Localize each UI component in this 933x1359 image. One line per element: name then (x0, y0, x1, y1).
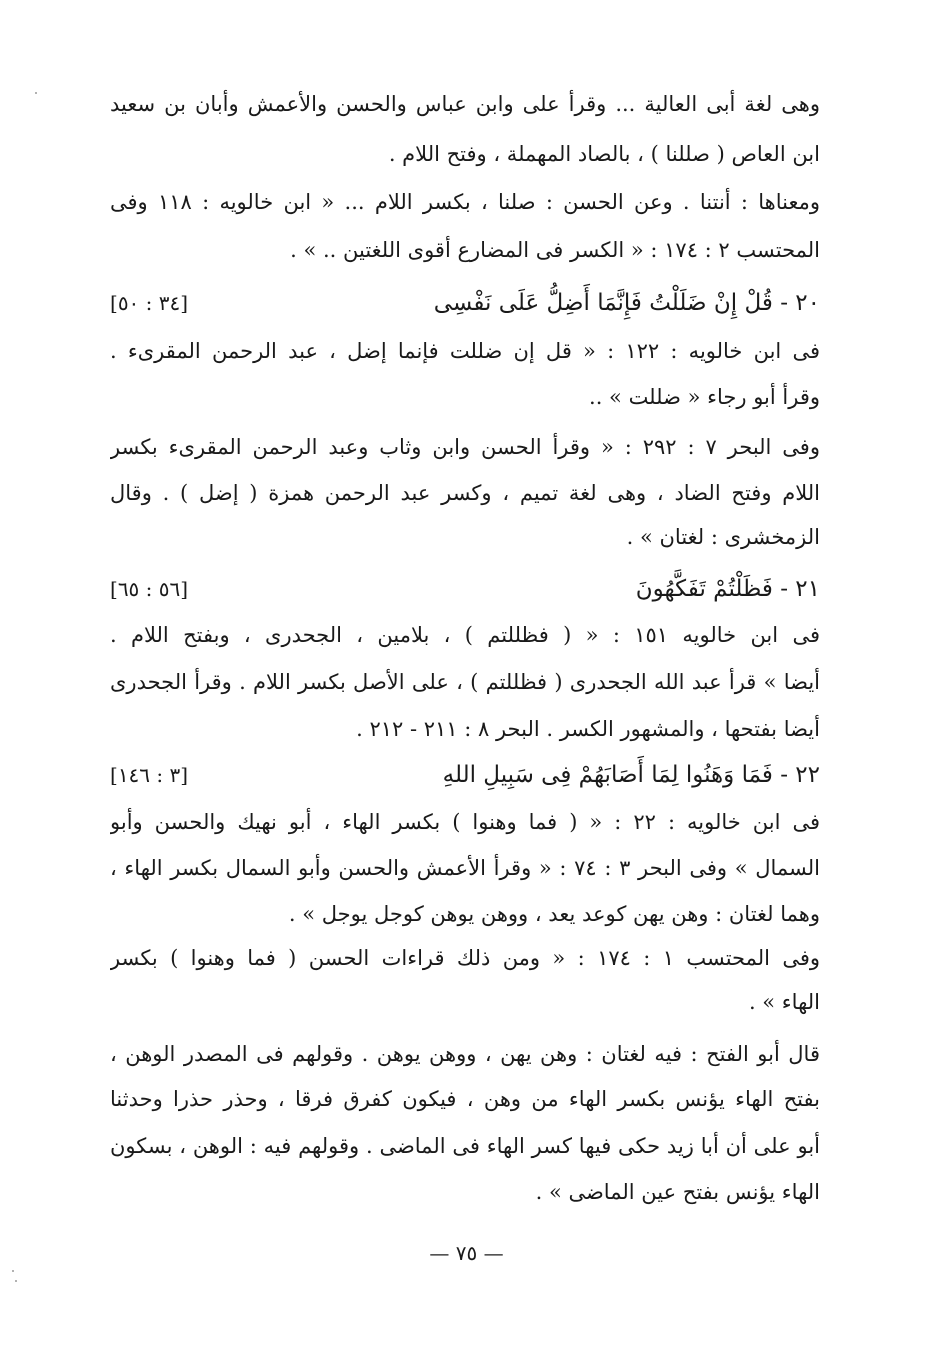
text-line: وهى لغة أبى العالية ... وقرأ على وابن عباس والحسن والأعمش وأبان بن سعيد (110, 92, 820, 116)
quran-verse (110, 286, 820, 320)
text-line: المحتسب ٢ : ١٧٤ : « الكسر فى المضارع أقوى اللغتين .. » . (290, 238, 820, 262)
verse-text: ٢٠ - قُلْ إِنْ ضَلَلْتُ فَإِنَّمَا أَضِلُّ عَلَى نَفْسِى (433, 290, 820, 316)
text-line: وقرأ أبو رجاء « ضللت » .. (589, 385, 820, 409)
text-line: اللام وفتح الضاد ، وهى لغة تميم ، وكسر عبد الرحمن همزة ( إضل ) . وقال (110, 481, 820, 505)
text-line: أيضا » قرأ عبد الله الجحدرى ( فظللتم ) ، على الأصل بكسر اللام . وقرأ الجحدرى (110, 670, 820, 694)
text-line: الهاء يؤنس بفتح عين الماضى » . (535, 1180, 820, 1204)
text-line: وفى المحتسب ١ : ١٧٤ : « ومن ذلك قراءات الحسن ( فما وهنوا ) بكسر (110, 946, 820, 970)
text-line: الزمخشرى : لغتان » . (626, 525, 820, 549)
quran-verse (110, 572, 820, 606)
scan-speck (35, 92, 37, 94)
text-line: بفتح الهاء يؤنس بكسر الهاء من وهن ، فيكون كفرق فرقا ، وحذر حذرا وحدثنا (110, 1087, 820, 1111)
text-line: الهاء » . (748, 990, 820, 1014)
text-line: أيضا بفتحها ، والمشهور الكسر . البحر ٨ : ٢١١ - ٢١٢ . (356, 717, 820, 741)
text-line: فى ابن خالويه : ٢٢ : « ( فما وهنوا ) بكسر الهاء ، أبو نهيك والحسن وأبو (110, 810, 820, 834)
page-number: — ٧٥ — (429, 1241, 504, 1265)
text-line: ابن العاص ( صللنا ) ، بالصاد المهملة ، وفتح اللام . (388, 142, 820, 166)
text-line: فى ابن خالويه : ١٢٢ : « قل إن ضللت فإنما إضل ، عبد الرحمن المقرىء . (110, 339, 820, 363)
scan-speck (15, 1280, 17, 1282)
text-line: وفى البحر ٧ : ٢٩٢ : « وقرأ الحسن وابن وثاب وعبد الرحمن المقرىء بكسر (110, 435, 820, 459)
verse-reference: [٣ : ١٤٦] (110, 763, 189, 787)
text-line: السمال » وفى البحر ٣ : ٧٤ : « وقرأ الأعمش والحسن وأبو السمال بكسر الهاء ، (110, 856, 820, 880)
scan-speck (12, 1270, 14, 1272)
text-line: ومعناها : أنتنا . وعن الحسن : صلنا ، بكسر اللام ... « ابن خالويه : ١١٨ وفى (110, 190, 820, 214)
text-line: أبو على أن أبا زيد حكى فيها كسر الهاء فى الماضى . وقولهم فيه : الوهن ، بسكون (110, 1134, 820, 1158)
text-line: قال أبو الفتح : فيه لغتان : وهن يهن ، ووهن يوهن . وقولهم فى المصدر الوهن ، (110, 1042, 820, 1066)
verse-text: ٢١ - فَظَلْتُمْ تَفَكَّهُونَ (635, 576, 820, 602)
text-line: وهما لغتان : وهن يهن كوعد يعد ، ووهن يوهن كوجل يوجل » . (288, 902, 820, 926)
text-line: فى ابن خالويه ١٥١ : « ( فظللتم ) ، بلامين ، الجحدرى ، وبفتح اللام . (110, 623, 820, 647)
verse-text: ٢٢ - فَمَا وَهَنُوا لِمَا أَصَابَهُمْ فِى سَبِيلِ اللهِ (442, 762, 820, 788)
verse-reference: [٣٤ : ٥٠] (110, 291, 189, 315)
verse-reference: [٥٦ : ٦٥] (110, 577, 189, 601)
quran-verse (110, 758, 820, 792)
